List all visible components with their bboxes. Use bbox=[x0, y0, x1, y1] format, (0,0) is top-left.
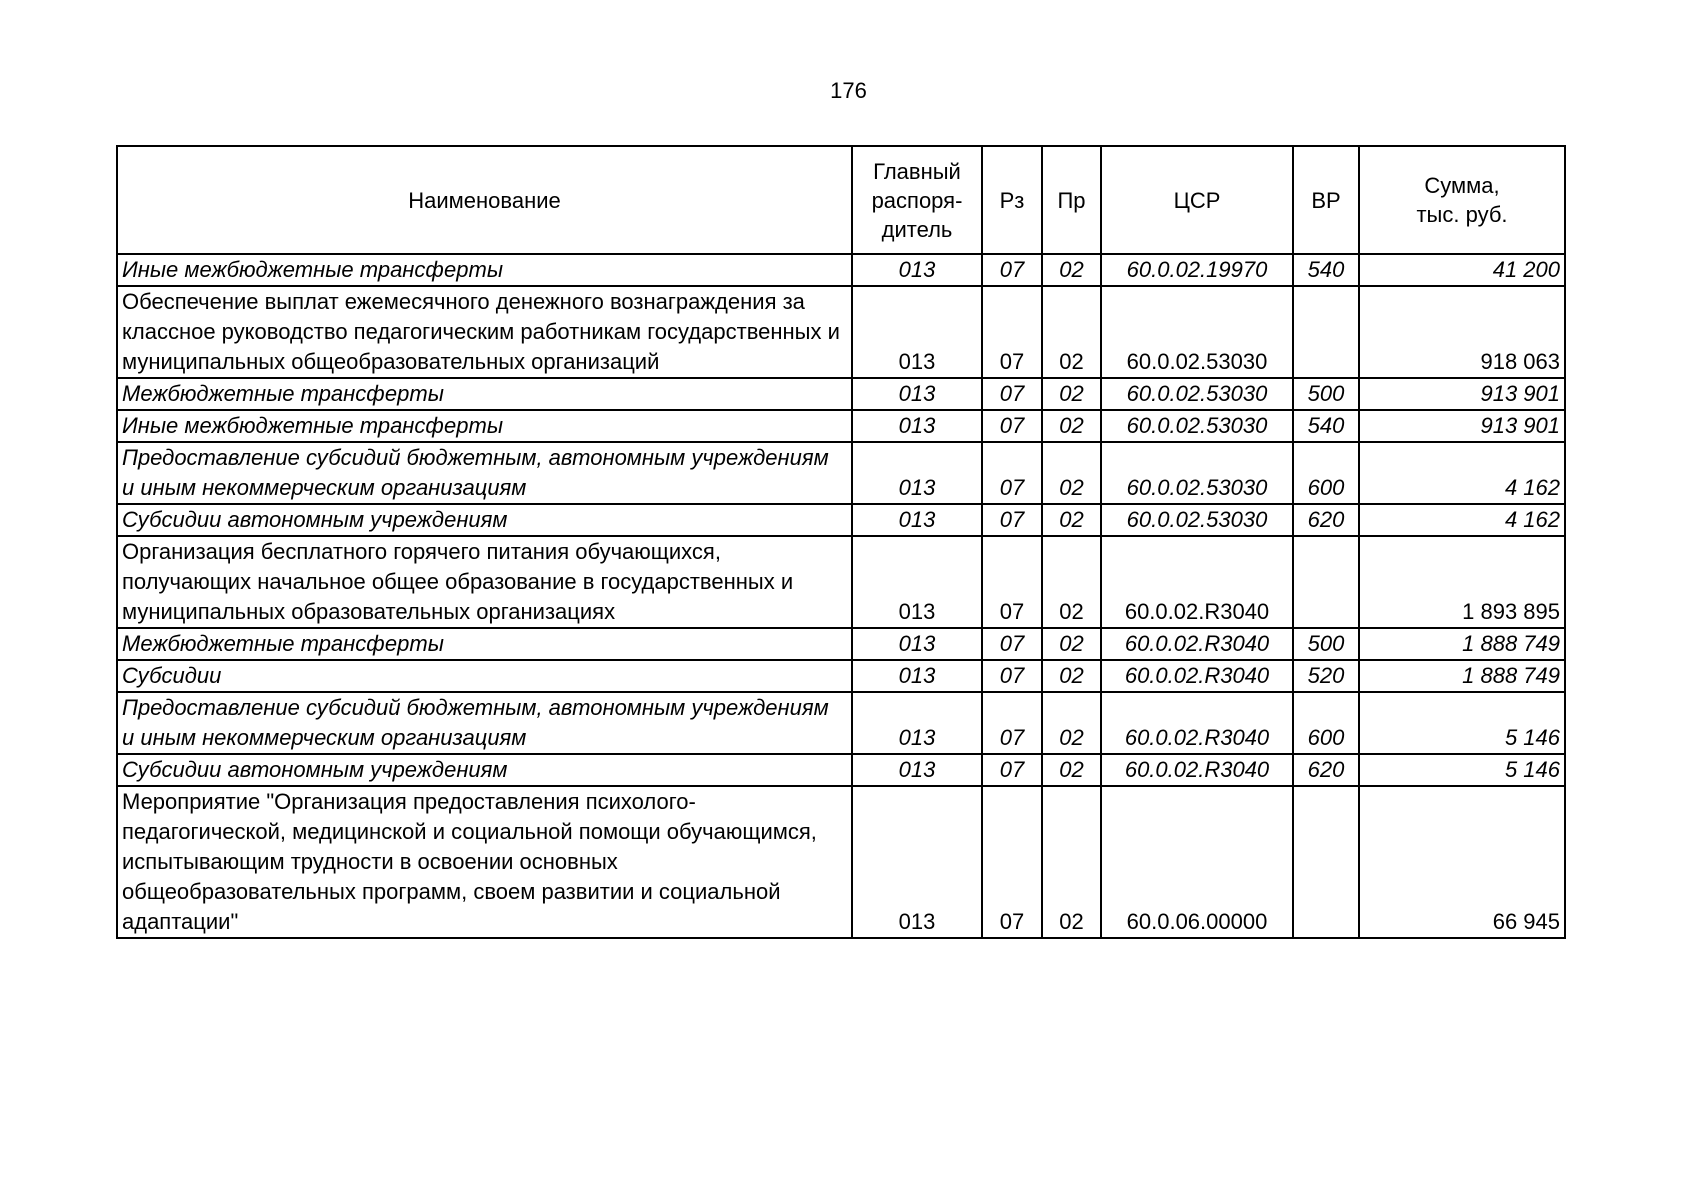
cell-pr: 02 bbox=[1042, 378, 1101, 410]
header-name: Наименование bbox=[117, 146, 852, 254]
table-row bbox=[117, 442, 1565, 504]
cell-name: Предоставление субсидий бюджетным, автономным учреждениям и иным некоммерческим организациям bbox=[117, 442, 852, 504]
cell-csr: 60.0.02.R3040 bbox=[1101, 536, 1293, 628]
cell-pr: 02 bbox=[1042, 754, 1101, 786]
cell-main-manager: 013 bbox=[852, 286, 982, 378]
cell-csr: 60.0.02.53030 bbox=[1101, 504, 1293, 536]
cell-csr: 60.0.02.R3040 bbox=[1101, 754, 1293, 786]
table-row bbox=[117, 754, 1565, 786]
budget-table bbox=[116, 145, 1566, 939]
cell-rz: 07 bbox=[982, 660, 1042, 692]
header-pr: Пр bbox=[1042, 146, 1101, 254]
header-vr: ВР bbox=[1293, 146, 1359, 254]
cell-vr: 520 bbox=[1293, 660, 1359, 692]
table-row bbox=[117, 410, 1565, 442]
cell-name: Мероприятие "Организация предоставления психолого-педагогической, медицинской и социальной помощи обучающимся, испытывающим трудности в освоении основных общеобразовательных программ, своем развитии и социальной адаптации" bbox=[117, 786, 852, 938]
cell-main-manager: 013 bbox=[852, 692, 982, 754]
cell-main-manager: 013 bbox=[852, 660, 982, 692]
table-row bbox=[117, 254, 1565, 286]
cell-vr: 620 bbox=[1293, 754, 1359, 786]
cell-main-manager: 013 bbox=[852, 754, 982, 786]
table-row bbox=[117, 536, 1565, 628]
table-row bbox=[117, 378, 1565, 410]
cell-csr: 60.0.02.19970 bbox=[1101, 254, 1293, 286]
header-main-manager bbox=[852, 146, 982, 254]
cell-csr: 60.0.02.53030 bbox=[1101, 378, 1293, 410]
cell-main-manager: 013 bbox=[852, 536, 982, 628]
cell-pr: 02 bbox=[1042, 442, 1101, 504]
cell-name: Межбюджетные трансферты bbox=[117, 378, 852, 410]
cell-csr: 60.0.02.R3040 bbox=[1101, 692, 1293, 754]
header-sum-line-1: Сумма, bbox=[1424, 173, 1500, 198]
cell-name: Обеспечение выплат ежемесячного денежного вознаграждения за классное руководство педагогическим работникам государственных и муниципальных общеобразовательных организаций bbox=[117, 286, 852, 378]
cell-name: Иные межбюджетные трансферты bbox=[117, 254, 852, 286]
table-row bbox=[117, 786, 1565, 938]
header-main-manager-line-3: дитель bbox=[881, 216, 953, 242]
cell-csr: 60.0.02.53030 bbox=[1101, 442, 1293, 504]
cell-rz: 07 bbox=[982, 692, 1042, 754]
header-main-manager-line-2: распоря- bbox=[871, 187, 963, 213]
cell-sum: 4 162 bbox=[1359, 504, 1565, 536]
header-main-manager-line-1: Главный bbox=[873, 158, 961, 184]
cell-rz: 07 bbox=[982, 442, 1042, 504]
cell-vr: 600 bbox=[1293, 692, 1359, 754]
cell-sum: 5 146 bbox=[1359, 754, 1565, 786]
table-row bbox=[117, 660, 1565, 692]
cell-name: Иные межбюджетные трансферты bbox=[117, 410, 852, 442]
cell-pr: 02 bbox=[1042, 504, 1101, 536]
cell-name: Субсидии bbox=[117, 660, 852, 692]
page-number: 176 bbox=[830, 78, 867, 103]
cell-name: Субсидии автономным учреждениям bbox=[117, 754, 852, 786]
cell-main-manager: 013 bbox=[852, 628, 982, 660]
cell-pr: 02 bbox=[1042, 628, 1101, 660]
cell-sum: 1 888 749 bbox=[1359, 628, 1565, 660]
cell-sum: 913 901 bbox=[1359, 378, 1565, 410]
cell-rz: 07 bbox=[982, 504, 1042, 536]
cell-pr: 02 bbox=[1042, 254, 1101, 286]
cell-vr: 500 bbox=[1293, 378, 1359, 410]
cell-csr: 60.0.02.R3040 bbox=[1101, 660, 1293, 692]
cell-sum: 4 162 bbox=[1359, 442, 1565, 504]
header-sum-line-2: тыс. руб. bbox=[1416, 202, 1508, 227]
cell-main-manager: 013 bbox=[852, 442, 982, 504]
cell-csr: 60.0.02.R3040 bbox=[1101, 628, 1293, 660]
cell-vr: 500 bbox=[1293, 628, 1359, 660]
header-csr: ЦСР bbox=[1101, 146, 1293, 254]
cell-pr: 02 bbox=[1042, 786, 1101, 938]
cell-vr bbox=[1293, 286, 1359, 378]
cell-main-manager: 013 bbox=[852, 254, 982, 286]
cell-rz: 07 bbox=[982, 754, 1042, 786]
cell-rz: 07 bbox=[982, 378, 1042, 410]
cell-vr: 540 bbox=[1293, 410, 1359, 442]
table-header-row bbox=[117, 146, 1565, 254]
cell-main-manager: 013 bbox=[852, 504, 982, 536]
cell-rz: 07 bbox=[982, 254, 1042, 286]
cell-pr: 02 bbox=[1042, 692, 1101, 754]
header-sum bbox=[1359, 146, 1565, 254]
cell-csr: 60.0.02.53030 bbox=[1101, 286, 1293, 378]
table-row bbox=[117, 692, 1565, 754]
cell-rz: 07 bbox=[982, 286, 1042, 378]
cell-sum: 913 901 bbox=[1359, 410, 1565, 442]
cell-rz: 07 bbox=[982, 786, 1042, 938]
cell-main-manager: 013 bbox=[852, 410, 982, 442]
cell-csr: 60.0.02.53030 bbox=[1101, 410, 1293, 442]
cell-sum: 1 888 749 bbox=[1359, 660, 1565, 692]
cell-pr: 02 bbox=[1042, 286, 1101, 378]
table-body bbox=[117, 254, 1565, 938]
cell-pr: 02 bbox=[1042, 410, 1101, 442]
table-row bbox=[117, 504, 1565, 536]
cell-pr: 02 bbox=[1042, 660, 1101, 692]
cell-sum: 41 200 bbox=[1359, 254, 1565, 286]
cell-vr bbox=[1293, 786, 1359, 938]
cell-sum: 1 893 895 bbox=[1359, 536, 1565, 628]
cell-sum: 918 063 bbox=[1359, 286, 1565, 378]
cell-vr: 540 bbox=[1293, 254, 1359, 286]
cell-vr: 600 bbox=[1293, 442, 1359, 504]
cell-rz: 07 bbox=[982, 410, 1042, 442]
cell-pr: 02 bbox=[1042, 536, 1101, 628]
cell-rz: 07 bbox=[982, 628, 1042, 660]
header-rz: Рз bbox=[982, 146, 1042, 254]
cell-sum: 5 146 bbox=[1359, 692, 1565, 754]
cell-rz: 07 bbox=[982, 536, 1042, 628]
cell-name: Межбюджетные трансферты bbox=[117, 628, 852, 660]
cell-name: Организация бесплатного горячего питания обучающихся, получающих начальное общее образование в государственных и муниципальных образовательных организациях bbox=[117, 536, 852, 628]
cell-main-manager: 013 bbox=[852, 378, 982, 410]
cell-name: Предоставление субсидий бюджетным, автономным учреждениям и иным некоммерческим организациям bbox=[117, 692, 852, 754]
cell-name: Субсидии автономным учреждениям bbox=[117, 504, 852, 536]
table-row bbox=[117, 286, 1565, 378]
cell-main-manager: 013 bbox=[852, 786, 982, 938]
cell-sum: 66 945 bbox=[1359, 786, 1565, 938]
table-row bbox=[117, 628, 1565, 660]
cell-vr bbox=[1293, 536, 1359, 628]
cell-csr: 60.0.06.00000 bbox=[1101, 786, 1293, 938]
cell-vr: 620 bbox=[1293, 504, 1359, 536]
